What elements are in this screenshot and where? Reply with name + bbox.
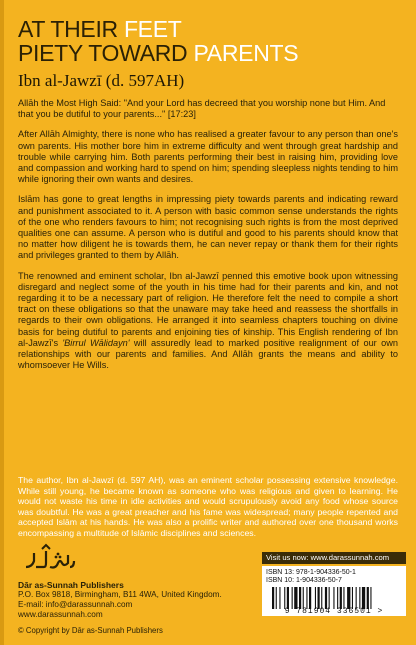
book-arabic-title: 'Birrul Wālidayn' bbox=[62, 337, 130, 348]
barcode-digits: 9 781904 336501 > bbox=[284, 607, 384, 616]
blurb-paragraph-parents: After Allāh Almighty, there is none who has realised a greater favour to any person than one's own parents. His mother bore him in extreme difficulty and went through great hardship and trouble while carrying him. Both parents performing their best in raising him, providing love and compassion and working hard to spend on him; spending sleepless nights tending to him while ignoring their own wants and desires. bbox=[18, 129, 398, 185]
about-author: The author, Ibn al-Jawzī (d. 597 AH), was an eminent scholar possessing extensive knowledge. While still young, he became known as someone who was religious and given to learning. He would not waste his time in idle activities and would scrupulously avoid any food whose source was doubtful. He was a great preacher and his fame was widespread; many people repented and accepted Islām at his hands. He was also a prolific writer and authored over one thousand works encompassing a multitude of Islāmic disciplines and sciences. bbox=[18, 475, 398, 538]
visit-banner: Visit us now: www.darassunnah.com bbox=[262, 552, 406, 564]
title-line2-light: PARENTS bbox=[193, 40, 299, 66]
blurb-paragraph-book bbox=[18, 271, 398, 372]
spine-edge bbox=[0, 0, 4, 645]
title-line2-dark: PIETY TOWARD bbox=[18, 40, 188, 66]
isbn-10: ISBN 10: 1-904336-50-7 bbox=[266, 577, 342, 584]
blurb-paragraph-islam: Islām has gone to great lengths in impressing piety towards parents and indicating reward and punishment associated to it. A person with basic common sense understands the rights of the one who renders favours to him; not recognising such rights is from the most deprived qualities one can assume. A person who is dutiful and good to his parents should know that no matter how diligent he is towards them, he can never repay or thank them for their rights and privileges granted to them by Allāh. bbox=[18, 194, 398, 261]
publisher-info bbox=[18, 580, 222, 620]
blurb-text: will assuredly lead to marked positive realignment of our own relationships with our parents and families. And Allāh grants the means and ability to whomsoever He Wills. bbox=[18, 337, 398, 371]
publisher-address: P.O. Box 9818, Birmingham, B11 4WA, United Kingdom. bbox=[18, 590, 222, 599]
title-line1-dark: AT THEIR bbox=[18, 16, 118, 42]
dar-as-sunnah-logo bbox=[22, 543, 76, 573]
isbn-13: ISBN 13: 978-1-904336-50-1 bbox=[266, 569, 356, 576]
book-title bbox=[18, 17, 298, 65]
blurb-paragraph-quote: Allāh the Most High Said: "And your Lord has decreed that you worship none but Him. And that you be dutiful to your parents..." [17:23] bbox=[18, 98, 386, 120]
publisher-name: Dār as-Sunnah Publishers bbox=[18, 580, 124, 590]
title-line1-light: FEET bbox=[123, 16, 182, 42]
isbn-barcode-box bbox=[262, 566, 406, 616]
blurb-text: The renowned and eminent scholar, Ibn al-Jawzī penned this emotive book upon witnessing disregard and neglect some of the youth in his time had for their parents and kin, and not regarding it to be a necessary part of religion. He therefore felt the need to compile a short tract on these obligations so that the unaware may take heed and reassess the shortfalls in regards to their own obligations. He arranged it into seamless chapters touching on divine basis for being dutiful to parents and enjoining ties of kinship. This English rendering of Ibn al-Jawzī's bbox=[18, 270, 398, 348]
barcode bbox=[272, 587, 396, 609]
blurb bbox=[18, 98, 398, 380]
copyright-notice: © Copyright by Dār as-Sunnah Publishers bbox=[18, 626, 163, 635]
author-line: Ibn al-Jawzī (d. 597AH) bbox=[18, 71, 185, 90]
publisher-email: E-mail: info@darassunnah.com bbox=[18, 600, 133, 609]
publisher-website: www.darassunnah.com bbox=[18, 610, 103, 619]
